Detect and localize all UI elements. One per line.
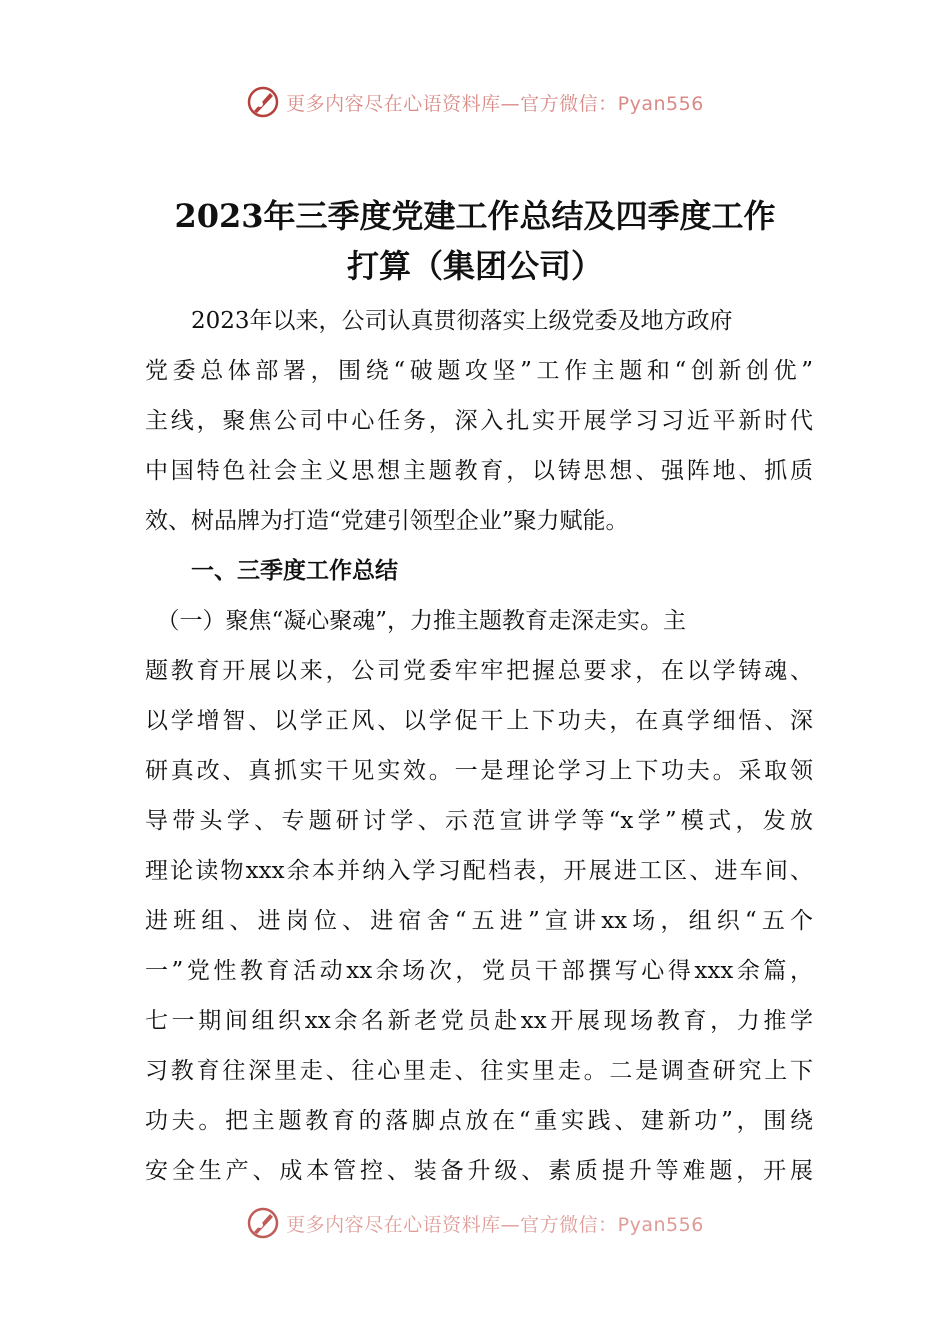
body-line: 2023年以来，公司认真贯彻落实上级党委及地方政府 bbox=[145, 308, 733, 334]
body-line: 一”党性教育活动xx余场次，党员干部撰写心得xxx余篇， bbox=[145, 958, 813, 984]
watermark-text: 更多内容尽在心语资料库—官方微信：Pyan556 bbox=[286, 1213, 704, 1236]
body-line: 党委总体部署，围绕“破题攻坚”工作主题和“创新创优” bbox=[145, 358, 813, 384]
document-title-line-1: 2023年三季度党建工作总结及四季度工作 bbox=[174, 197, 776, 235]
section-heading: 一、三季度工作总结 bbox=[145, 558, 398, 584]
body-line: 主线，聚焦公司中心任务，深入扎实开展学习习近平新时代 bbox=[145, 408, 813, 434]
watermark-banner-bottom bbox=[0, 1203, 950, 1243]
body-line: 研真改、真抓实干见实效。一是理论学习上下功夫。采取领 bbox=[145, 758, 813, 784]
quill-seal-icon bbox=[246, 85, 280, 119]
body-line: （一）聚焦“凝心聚魂”，力推主题教育走深走实。主 bbox=[145, 608, 687, 634]
body-line: 进班组、进岗位、进宿舍“五进”宣讲xx场，组织“五个 bbox=[145, 908, 813, 934]
document-body bbox=[145, 296, 813, 1196]
body-line: 导带头学、专题研讨学、示范宣讲学等“x学”模式，发放 bbox=[145, 808, 813, 834]
body-line: 题教育开展以来，公司党委牢牢把握总要求，在以学铸魂、 bbox=[145, 658, 813, 684]
body-line: 效、树品牌为打造“党建引领型企业”聚力赋能。 bbox=[145, 508, 629, 534]
document-title-line-2: 打算（集团公司） bbox=[346, 247, 603, 285]
body-line: 理论读物xxx余本并纳入学习配档表，开展进工区、进车间、 bbox=[145, 858, 813, 884]
body-line: 七一期间组织xx余名新老党员赴xx开展现场教育，力推学 bbox=[145, 1008, 813, 1034]
watermark-banner-top bbox=[0, 82, 950, 122]
watermark-text: 更多内容尽在心语资料库—官方微信：Pyan556 bbox=[286, 92, 704, 115]
body-line: 习教育往深里走、往心里走、往实里走。二是调查研究上下 bbox=[145, 1058, 813, 1084]
body-line: 功夫。把主题教育的落脚点放在“重实践、建新功”，围绕 bbox=[145, 1108, 813, 1134]
body-line: 以学增智、以学正风、以学促干上下功夫，在真学细悟、深 bbox=[145, 708, 813, 734]
quill-seal-icon bbox=[246, 1206, 280, 1240]
body-line: 中国特色社会主义思想主题教育，以铸思想、强阵地、抓质 bbox=[145, 458, 813, 484]
body-line: 安全生产、成本管控、装备升级、素质提升等难题，开展 bbox=[145, 1158, 813, 1184]
